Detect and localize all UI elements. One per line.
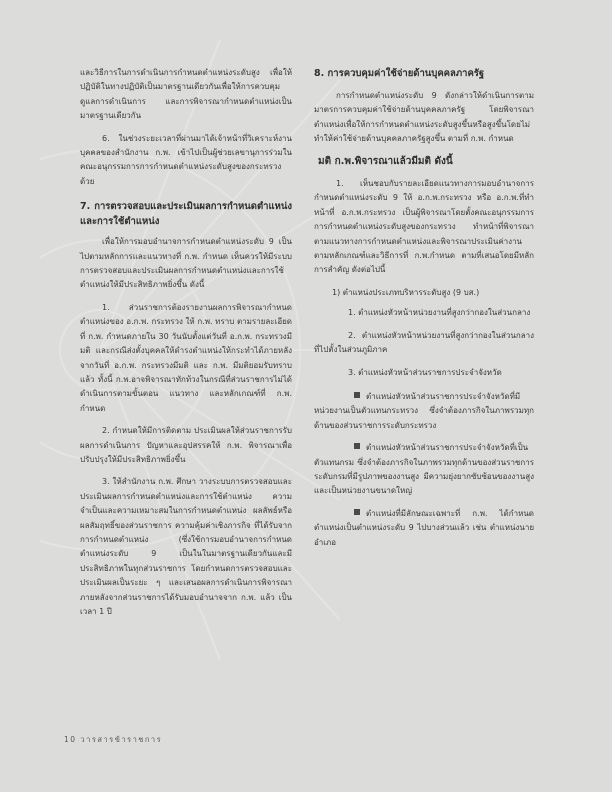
bullet-text-2: ตำแหน่งหัวหน้าส่วนราชการประจำจังหวัดที่เป็นตัวแทนกรม ซึ่งจำต้องภารกิจในภาพรวมทุกด้านของส่วนราชการระดับกรมที่มีรูปภาพของงานสูง มีความยุ่งยากซับซ้อนของงานสูง และเป็นหน่วยงานขนาดใหญ่ xyxy=(314,443,534,496)
left-column xyxy=(80,66,292,627)
square-bullet-icon xyxy=(354,443,360,449)
resolution-item-1: 1. เห็นชอบกับรายละเอียดแนวทางการมอบอำนาจการกำหนดตำแหน่งระดับ 9 ให้ อ.ก.พ.กระทรวง หรือ อ.ก.พ.ที่ทำหน้าที่ อ.ก.พ.กระทรวง เป็นผู้พิจารณาโดยตั้งคณะอนุกรรมการการกำหนดตำแหน่งระดับสูงของกระทรวง ทำหน้าที่พิจารณาตามแนวทางการกำหนดตำแหน่งและพิจารณาประเมินค่างานตามหลักเกณฑ์และวิธีการที่ ก.พ.กำหนด ตามที่เสนอโดยมีหลักการสำคัญ ดังต่อไปนี้ xyxy=(314,179,534,275)
bullet-text-3: ตำแหน่งที่มีลักษณะเฉพาะที่ ก.พ. ได้กำหนดตำแหน่งเป็นตำแหน่งระดับ 9 ไปบางส่วนแล้ว เช่น ตำแหน่งนายอำเภอ xyxy=(314,508,534,547)
right-column xyxy=(314,66,534,558)
intro-paragraph: และวิธีการในการดำเนินการกำหนดตำแหน่งระดับสูง เพื่อให้ปฏิบัติในทางปฏิบัติเป็นมาตรฐานเดียวกันเพื่อให้การควบคุม ดูแลการดำเนินการ และการพิจารณากำหนดตำแหน่งเป็นมาตรฐานเดียวกัน xyxy=(80,68,292,121)
sub-item-1: 1. ตำแหน่งหัวหน้าหน่วยงานที่สูงกว่ากองในส่วนกลาง xyxy=(348,308,531,318)
sub-item-3: 3. ตำแหน่งหัวหน้าส่วนราชการประจำจังหวัด xyxy=(348,367,502,377)
resolution-title: มติ ก.พ.พิจารณาแล้วมีมติ ดังนี้ xyxy=(318,155,453,167)
bullet-item-2 xyxy=(314,441,534,499)
bullet-text-1: ตำแหน่งหัวหน้าส่วนราชการประจำจังหวัดที่มีหน่วยงานเป็นตัวแทนกระทรวง ซึ่งจำต้องภารกิจในภาพรวมทุกด้านของส่วนราชการระดับกระทรวง xyxy=(314,391,534,430)
page-footer: 10 วารสารข้าราชการ xyxy=(64,735,163,744)
section-7-item-2: 2. กำหนดให้มีการติดตาม ประเมินผลให้ส่วนราชการรับผลการดำเนินการ ปัญหาและอุปสรรคให้ ก.พ. พิจารณาเพื่อปรับปรุงให้มีประสิทธิภาพยิ่งขึ้น xyxy=(80,426,292,464)
bullet-item-1 xyxy=(314,390,534,433)
sub-item-2: 2. ตำแหน่งหัวหน้าหน่วยงานที่สูงกว่ากองในส่วนกลางที่ไปตั้งในส่วนภูมิภาค xyxy=(314,330,534,355)
bullet-item-3 xyxy=(314,507,534,550)
section-8-heading: 8. การควบคุมค่าใช้จ่ายด้านบุคคลภาครัฐ xyxy=(314,68,485,79)
section-7-item-1: 1. ส่วนราชการต้องรายงานผลการพิจารณากำหนดตำแหน่งของ อ.ก.พ. กระทรวง ให้ ก.พ. ทราบ ตามรายละเอียดที่ ก.พ. กำหนดภายใน 30 วันนับตั้งแต่วันที่ อ.ก.พ. กระทรวงมีมติ และกรณีส่งตั้งบุคคลให้ดำรงตำแหน่งให้กระทำได้ภายหลังจากวันที่ อ.ก.พ. กระทรวงมีมติ และ ก.พ. มีมติยอมรับทราบแล้ว ทั้งนี้ ก.พ.อาจพิจารณาทักท้วงในกรณีที่ส่วนราชการไม่ได้ดำเนินการตามขั้นตอน แนวทาง และหลักเกณฑ์ที่ ก.พ. กำหนด xyxy=(80,302,292,413)
paragraph-6: 6. ในช่วงระยะเวลาที่ผ่านมาได้เจ้าหน้าที่วิเคราะห์งานบุคคลของสำนักงาน ก.พ. เข้าไปเป็นผู้ช่วยเลขานุการร่วมในคณะอนุกรรมการการกำหนดตำแหน่งระดับสูงของกระทรวงด้วย xyxy=(80,133,292,186)
section-7-item-3: 3. ให้สำนักงาน ก.พ. ศึกษา วางระบบการตรวจสอบและประเมินผลการกำหนดตำแหน่งและการใช้ตำแหน่ง ความจำเป็นและความเหมาะสมในการกำหนดตำแหน่ง ผลลัพธ์หรือผลสัมฤทธิ์ของส่วนราชการ ความคุ้มค่าเชิงภารกิจ ที่ได้รับจากการกำหนดตำแหน่ง (ซึ่งใช้การมอบอำนาจการกำหนดตำแหน่งระดับ 9 เป็นในในมาตรฐานเดียวกันและมีประสิทธิภาพในทุกส่วนราชการ โดยกำหนดการตรวจสอบและประเมินผลเป็นระยะ ๆ และเสนอผลการดำเนินการพิจารณาภายหลังจากส่วนราชการได้รับมอบอำนาจจาก ก.พ. แล้ว เป็นเวลา 1 ปี xyxy=(80,477,292,616)
square-bullet-icon xyxy=(354,392,360,398)
section-7-heading: 7. การตรวจสอบและประเมินผลการกำหนดตำแหน่งและการใช้ตำแหน่ง xyxy=(80,201,292,228)
square-bullet-icon xyxy=(354,509,360,515)
sub-heading-executive: 1) ตำแหน่งประเภทบริหารระดับสูง (9 บส.) xyxy=(332,287,480,297)
section-7-intro: เพื่อให้การมอบอำนาจการกำหนดตำแหน่งระดับ 9 เป็นไปตามหลักการและแนวทางที่ ก.พ. กำหนด เห็นควรให้มีระบบการตรวจสอบและประเมินผลการกำหนดตำแหน่งและการใช้ตำแหน่งให้มีประสิทธิภาพยิ่งขึ้น ดังนี้ xyxy=(80,237,292,290)
section-8-paragraph: การกำหนดตำแหน่งระดับ 9 ดังกล่าวให้ดำเนินการตามมาตรการควบคุมค่าใช้จ่ายด้านบุคคลภาครัฐ โดยพิจารณาตำแหน่งเพื่อให้การกำหนดตำแหน่งระดับสูงขึ้นหรือสูงขึ้นโดยไม่ทำให้ค่าใช้จ่ายด้านบุคคลภาครัฐสูงขึ้น ตามที่ ก.พ. กำหนด xyxy=(314,91,534,144)
